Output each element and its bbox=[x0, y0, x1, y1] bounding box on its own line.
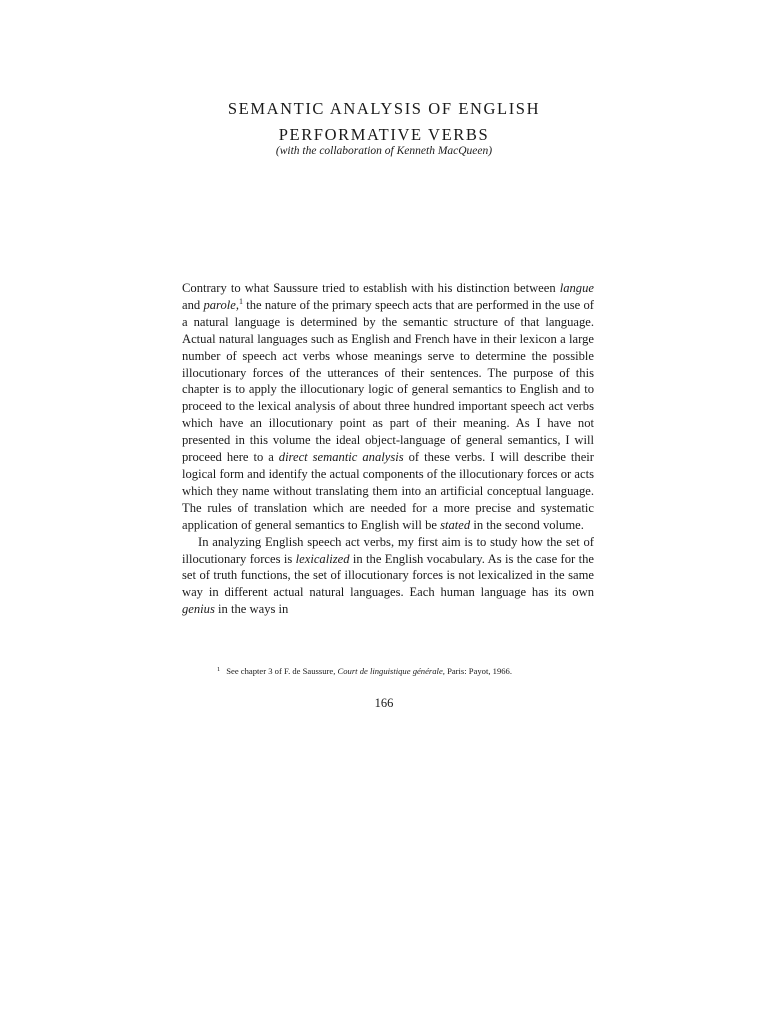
p1-text-d: in the second volume. bbox=[470, 517, 584, 532]
p1-italic-langue: langue bbox=[559, 281, 594, 295]
p1-text-a: Contrary to what Saussure tried to establish with his distinction between bbox=[182, 281, 560, 295]
p1-italic-stated: stated bbox=[440, 517, 471, 532]
page-number: 166 bbox=[374, 696, 394, 710]
footnote-book-title: Court de linguistique générale, bbox=[337, 666, 445, 676]
paragraph-1 bbox=[182, 280, 594, 534]
p2-text-a: In analyzing English speech act verbs, my first aim is to study how the set of illocutionary forces is bbox=[182, 534, 594, 566]
footnote-mark: 1 bbox=[217, 666, 221, 673]
p1-text-and: and bbox=[182, 297, 204, 312]
footnote bbox=[217, 664, 597, 677]
p1-text-c: of these verbs. I will describe their logical form and identify the actual components of the illocutionary forces or acts which they name without translating them into an artificial conceptual language. The rules of translation which are needed for a more precise and systematic application of general semantics to English will be bbox=[182, 450, 594, 532]
footnote-text-a: See chapter 3 of F. de Saussure, bbox=[226, 666, 338, 676]
chapter-title-line-2: PERFORMATIVE VERBS bbox=[278, 125, 490, 144]
paragraph-2 bbox=[182, 534, 594, 619]
chapter-subtitle: (with the collaboration of Kenneth MacQueen) bbox=[275, 145, 493, 157]
chapter-title-line-1: SEMANTIC ANALYSIS OF ENGLISH bbox=[227, 99, 541, 118]
p2-text-b: in the English vocabulary. As is the case for the set of truth functions, the set of illocutionary forces is not lexicalized in the same way in different actual natural languages. Each human language has its own bbox=[182, 551, 594, 600]
p1-italic-parole: parole, bbox=[203, 297, 239, 312]
p2-text-c: in the ways in bbox=[214, 602, 289, 617]
p1-text-b: the nature of the primary speech acts that are performed in the use of a natural language is determined by the semantic structure of that language. Actual natural languages such as English and French have in their lexicon a large number of speech act verbs whose meanings serve to determine the possible illocutionary forces of the utterances of their sentences. The purpose of this chapter is to apply the illocutionary logic of general semantics to English and to proceed to the lexical analysis of about three hundred important speech act verbs which have an illocutionary point as part of their meaning. As I have not presented in this volume the ideal object-language of general semantics, I will proceed here to a bbox=[182, 297, 594, 465]
p2-italic-lexicalized: lexicalized bbox=[295, 551, 350, 566]
body-text bbox=[182, 280, 594, 618]
p2-italic-genius: genius bbox=[182, 602, 215, 617]
footnote-reference: 1 bbox=[239, 296, 243, 306]
p1-italic-direct: direct semantic analysis bbox=[278, 450, 404, 465]
footnote-text-b: Paris: Payot, 1966. bbox=[444, 666, 513, 676]
